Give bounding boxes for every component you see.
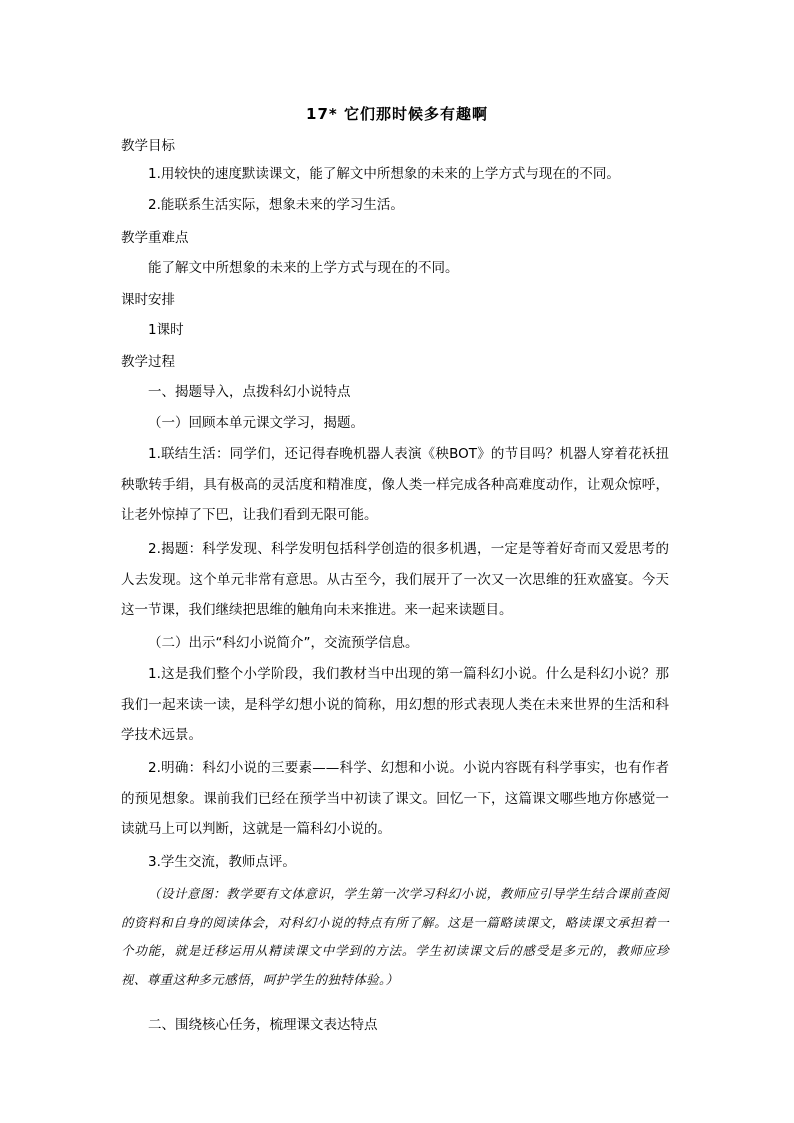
part2-heading: 二、围绕核心任务，梳理课文表达特点 [148, 1017, 378, 1033]
sub1-item-connect-life: 1.联结生活：同学们，还记得春晚机器人表演《秧BOT》的节目吗？机器人穿着花袄扭秧歌转手绢，具有极高的灵活度和精准度，像人类一样完成各种高难度动作，让观众惊呼，让老外惊掉了下巴，让我们看到无限可能。 [121, 446, 669, 523]
sub2-item-exchange: 3.学生交流，教师点评。 [148, 854, 296, 870]
schedule-heading: 课时安排 [121, 292, 175, 308]
sub2-item-definition: 1.这是我们整个小学阶段，我们教材当中出现的第一篇科幻小说。什么是科幻小说？那我们一起来读一读，是科学幻想小说的简称，用幻想的形式表现人类在未来世界的生活和科学技术远景。 [121, 666, 669, 743]
page-title: 17* 它们那时候多有趣啊 [306, 105, 488, 123]
goals-heading: 教学目标 [121, 138, 175, 154]
schedule-text: 1课时 [148, 322, 184, 338]
key-points-heading: 教学重难点 [121, 230, 189, 246]
goal-item: 1.用较快的速度默读课文，能了解文中所想象的未来的上学方式与现在的不同。 [148, 166, 620, 182]
sub2-item-elements: 2.明确：科幻小说的三要素——科学、幻想和小说。小说内容既有科学事实，也有作者的预见想象。课前我们已经在预学当中初读了课文。回忆一下，这篇课文哪些地方你感觉一读就马上可以判断，这就是一篇科幻小说的。 [121, 760, 669, 837]
sub1-heading: （一）回顾本单元课文学习，揭题。 [148, 415, 364, 431]
part1-heading: 一、揭题导入，点拨科幻小说特点 [148, 384, 351, 400]
key-points-text: 能了解文中所想象的未来的上学方式与现在的不同。 [148, 260, 459, 276]
sub1-item-reveal-title: 2.揭题：科学发现、科学发明包括科学创造的很多机遇，一定是等着好奇而又爱思考的人去发现。这个单元非常有意思。从古至今，我们展开了一次又一次思维的狂欢盛宴。今天这一节课，我们继续把思维的触角向未来推进。来一起来读题目。 [121, 541, 669, 618]
design-intent-note: （设计意图：教学要有文体意识，学生第一次学习科幻小说，教师应引导学生结合课前查阅的资料和自身的阅读体会，对科幻小说的特点有所了解。这是一篇略读课文，略读课文承担着一个功能，就是迁移运用从精读课文中学到的方法。学生初读课文后的感受是多元的，教师应珍视、尊重这种多元感悟，呵护学生的独特体验。） [121, 886, 669, 987]
process-heading: 教学过程 [121, 354, 175, 370]
goal-item: 2.能联系生活实际，想象未来的学习生活。 [148, 197, 404, 213]
sub2-heading: （二）出示“科幻小说简介”，交流预学信息。 [148, 635, 419, 651]
